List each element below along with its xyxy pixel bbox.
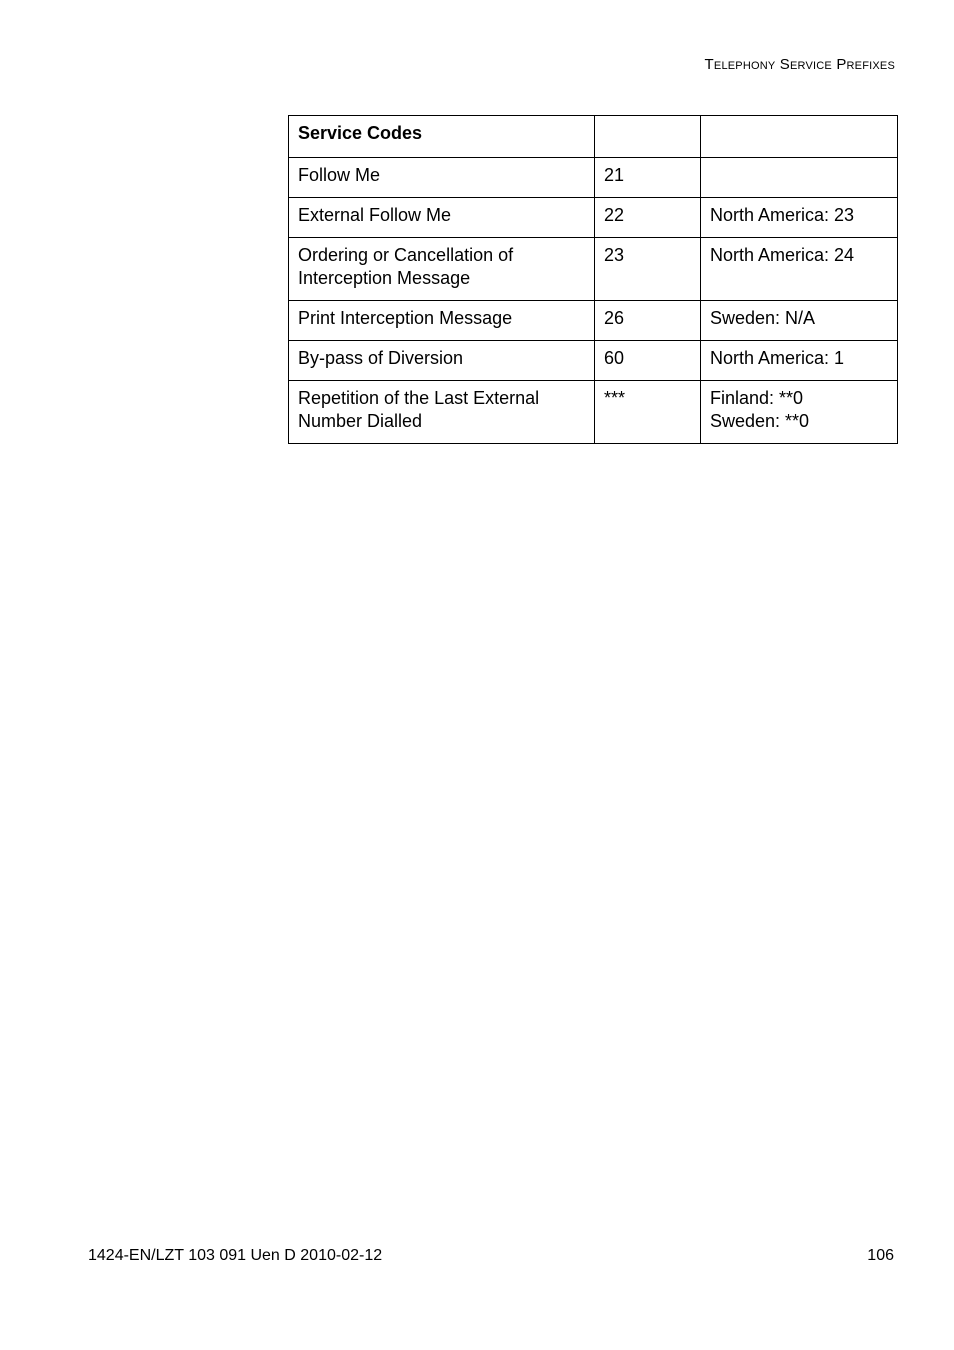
service-name-line: Repetition of the Last External xyxy=(298,388,540,408)
service-note-cell xyxy=(701,341,898,381)
service-name-line: By-pass of Diversion xyxy=(298,348,464,368)
service-code-cell: 23 xyxy=(595,238,701,301)
table-row xyxy=(289,158,898,198)
service-code-cell: 26 xyxy=(595,301,701,341)
page-number: 106 xyxy=(867,1247,894,1264)
service-name-cell xyxy=(289,198,595,238)
service-name-line: Print Interception Message xyxy=(298,308,513,328)
service-codes-table xyxy=(288,115,898,444)
service-name-line: Ordering or Cancellation of xyxy=(298,245,514,265)
document-id: 1424-EN/LZT 103 091 Uen D 2010-02-12 xyxy=(88,1247,383,1264)
service-code-cell: 21 xyxy=(595,158,701,198)
service-note-line: North America: 23 xyxy=(710,205,855,225)
service-note-line: North America: 24 xyxy=(710,245,855,265)
table-row xyxy=(289,238,898,301)
table-row xyxy=(289,381,898,444)
service-note-cell xyxy=(701,238,898,301)
service-name-line: External Follow Me xyxy=(298,205,452,225)
service-name-cell xyxy=(289,341,595,381)
header-cell-service: Service Codes xyxy=(289,116,595,158)
service-note-line: North America: 1 xyxy=(710,348,845,368)
service-note-line: Sweden: **0 xyxy=(710,411,810,431)
header-cell-note xyxy=(701,116,898,158)
service-name-cell xyxy=(289,238,595,301)
service-note-cell xyxy=(701,158,898,198)
table-row xyxy=(289,301,898,341)
table-row xyxy=(289,198,898,238)
running-header: Telephony Service Prefixes xyxy=(704,56,895,73)
service-note-line: Sweden: N/A xyxy=(710,308,816,328)
table-header-row xyxy=(289,116,898,158)
service-note-cell xyxy=(701,301,898,341)
service-code-cell: 60 xyxy=(595,341,701,381)
service-name-line: Follow Me xyxy=(298,165,381,185)
service-note-cell xyxy=(701,198,898,238)
service-note-cell xyxy=(701,381,898,444)
service-name-line: Interception Message xyxy=(298,268,471,288)
service-name-cell xyxy=(289,158,595,198)
service-name-cell xyxy=(289,301,595,341)
service-note-line: Finland: **0 xyxy=(710,388,804,408)
service-name-line: Number Dialled xyxy=(298,411,423,431)
header-cell-code xyxy=(595,116,701,158)
service-code-cell: 22 xyxy=(595,198,701,238)
service-code-cell: *** xyxy=(595,381,701,444)
service-name-cell xyxy=(289,381,595,444)
table-row xyxy=(289,341,898,381)
